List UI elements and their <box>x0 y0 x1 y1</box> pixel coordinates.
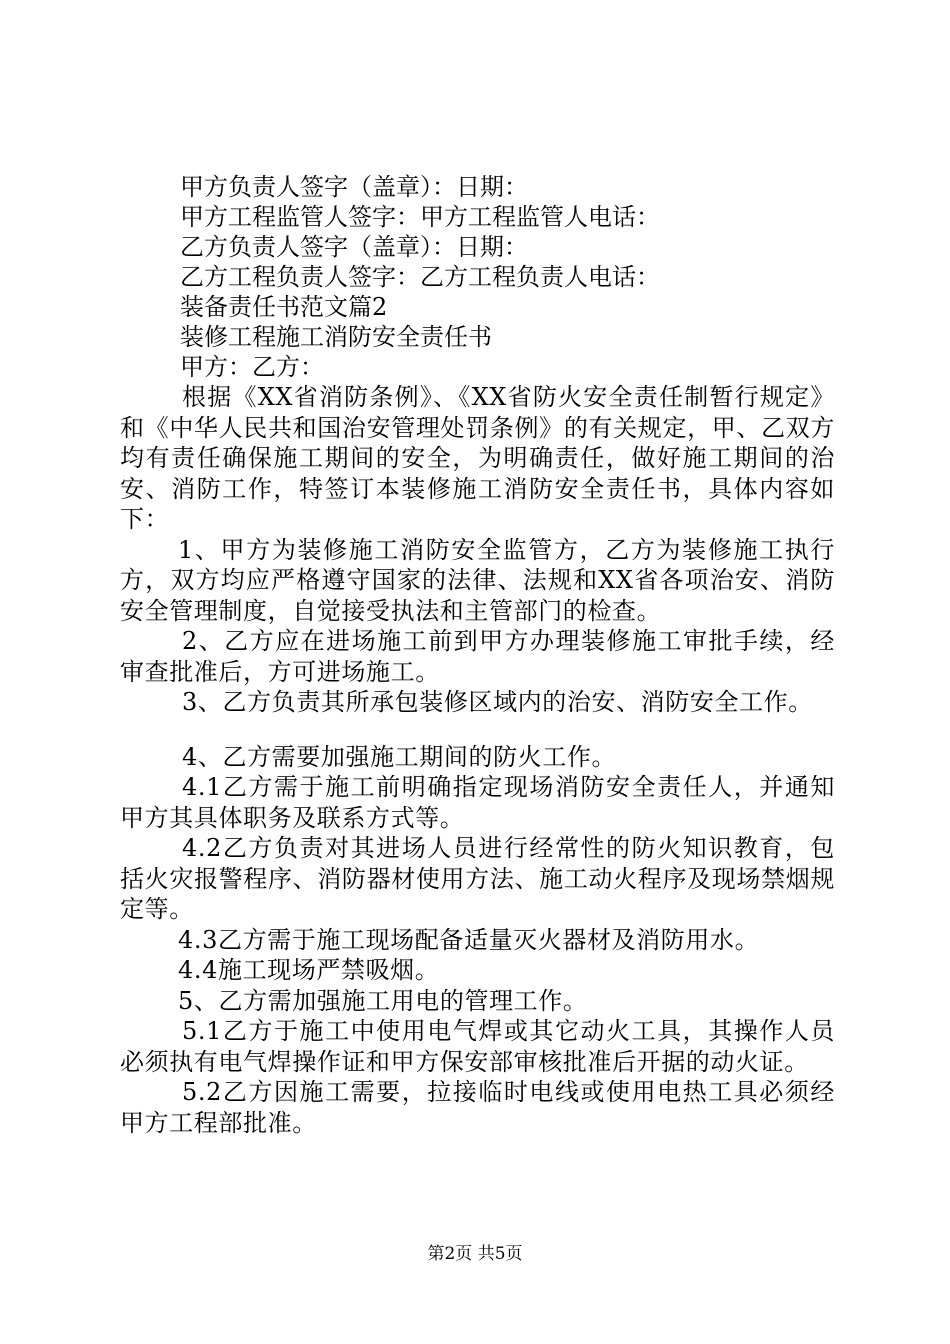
paragraph-clause-4-2: 4.2乙方负责对其进场人员进行经常性的防火知识教育，包括火灾报警程序、消防器材使用方法、施工动火程序及现场禁烟规定等。 <box>120 834 835 923</box>
document-body <box>120 172 835 1138</box>
paragraph-clause-4: 4、乙方需要加强施工期间的防火工作。 <box>182 742 617 771</box>
paragraph-clause-3: 3、乙方负责其所承包装修区域内的治安、消防安全工作。 <box>182 688 813 716</box>
paragraph-clause-1: 1、甲方为装修施工消防安全监管方，乙方为装修施工执行方，双方均应严格遵守国家的法律、法规和XX省各项治安、消防安全管理制度，自觉接受执法和主管部门的检查。 <box>120 535 835 625</box>
paragraph-intro: 根据《XX省消防条例》、《XX省防火安全责任制暂行规定》和《中华人民共和国治安管理处罚条例》的有关规定，甲、乙双方均有责任确保施工期间的安全，为明确责任，做好施工期间的治安、消防工作，特签订本装修施工消防安全责任书，具体内容如下： <box>120 383 835 533</box>
paragraph-clause-4-4: 4.4施工现场严禁吸烟。 <box>178 956 440 984</box>
signature-line-party-b-engineer: 乙方工程负责人签字：乙方工程负责人电话： <box>180 263 660 291</box>
paragraph-clause-4-1: 4.1乙方需于施工前明确指定现场消防安全责任人，并通知甲方其具体职务及联系方式等。 <box>120 773 835 832</box>
signature-line-party-a-head: 甲方负责人签字（盖章）：日期： <box>180 173 528 201</box>
page-number-footer: 第2页 共5页 <box>427 1244 523 1264</box>
paragraph-clause-4-3: 4.3乙方需于施工现场配备适量灭火器材及消防用水。 <box>178 925 760 954</box>
paragraph-clause-5-1: 5.1乙方于施工中使用电气焊或其它动火工具，其操作人员必须执有电气焊操作证和甲方保安部审核批准后开据的动火证。 <box>120 1017 835 1076</box>
paragraph-clause-2: 2、乙方应在进场施工前到甲方办理装修施工审批手续，经审查批准后，方可进场施工。 <box>120 627 835 686</box>
signature-line-party-a-supervisor: 甲方工程监管人签字：甲方工程监管人电话： <box>180 203 660 231</box>
paragraph-clause-5: 5、乙方需加强施工用电的管理工作。 <box>178 986 588 1015</box>
parties-line: 甲方：乙方： <box>180 353 324 381</box>
blank-gap <box>120 718 835 742</box>
paragraph-clause-5-2: 5.2乙方因施工需要，拉接临时电线或使用电热工具必须经甲方工程部批准。 <box>120 1078 835 1137</box>
section-heading: 装备责任书范文篇2 <box>180 293 388 321</box>
signature-line-party-b-head: 乙方负责人签字（盖章）：日期： <box>180 233 528 261</box>
document-title: 装修工程施工消防安全责任书 <box>180 323 492 351</box>
